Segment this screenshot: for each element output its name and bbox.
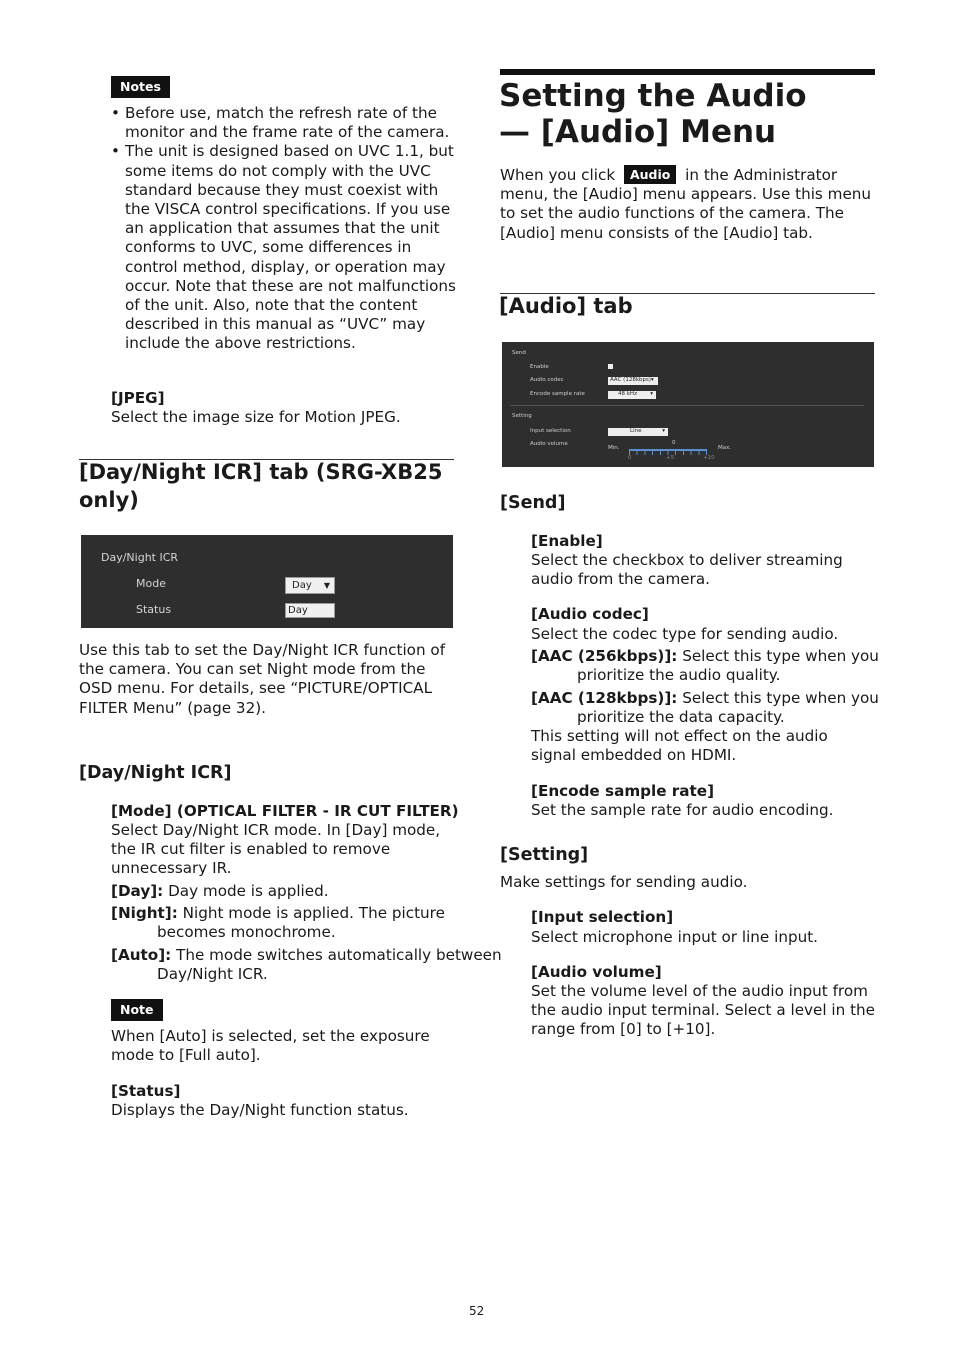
aac128-item: [AAC (128kbps)]: Select this type when you prioritize the data capacity.	[531, 689, 879, 727]
chevron-down-icon: ▾	[650, 391, 653, 397]
send-title: Send	[512, 350, 526, 356]
volume-heading: [Audio volume]	[531, 963, 662, 981]
codec-text: Select the codec type for sending audio.	[531, 625, 839, 643]
list-item: • Before use, match the refresh rate of the monitor and the frame rate of the camera.	[111, 104, 456, 142]
mode-select[interactable]: Day ▼	[285, 577, 335, 594]
auto-item: [Auto]: The mode switches automatically between Day/Night ICR.	[111, 946, 502, 984]
aac256-item: [AAC (256kbps)]: Select this type when you prioritize the audio quality.	[531, 647, 879, 685]
tick-label-5: +5	[666, 455, 675, 461]
rate-select[interactable]: 48 kHz ▾	[608, 391, 656, 399]
rate-label: Encode sample rate	[530, 391, 585, 397]
send-heading: [Send]	[500, 493, 566, 513]
enable-heading: [Enable]	[531, 532, 603, 550]
enable-label: Enable	[530, 364, 549, 370]
status-text: Displays the Day/Night function status.	[111, 1101, 409, 1119]
enable-text: Select the checkbox to deliver streaming audio from the camera.	[531, 551, 843, 589]
setting-heading: [Setting]	[500, 845, 589, 865]
rate-heading: [Encode sample rate]	[531, 782, 715, 800]
status-heading: [Status]	[111, 1082, 181, 1100]
panel-title: Day/Night ICR	[101, 551, 179, 564]
list-item: • The unit is designed based on UVC 1.1, but some items do not comply with the UVC standard because they must coexist with the VISCA control specifications. If you use an application that assumes that the unit conforms to UVC, some differences in control method, display, or operation may occur. Note that these are not malfunctions of the unit. Also, note that the content described in this manual as “UVC” may include the above restrictions.	[111, 142, 456, 353]
day-item: [Day]: Day mode is applied.	[111, 882, 329, 900]
chevron-down-icon: ▾	[651, 377, 654, 383]
tick-label-0: 0	[628, 455, 632, 461]
page-number: 52	[469, 1304, 485, 1318]
input-text: Select microphone input or line input.	[531, 928, 818, 946]
mode-heading: [Mode] (OPTICAL FILTER - IR CUT FILTER)	[111, 802, 459, 820]
daynight-intro: Use this tab to set the Day/Night ICR function of the camera. You can set Night mode from the OSD menu. For details, see “PICTURE/OPTICAL FILTER Menu” (page 32).	[79, 641, 446, 717]
page-title: Setting the Audio — [Audio] Menu	[499, 78, 807, 150]
enable-checkbox[interactable]	[608, 364, 613, 369]
input-label: Input selection	[530, 428, 571, 434]
jpeg-heading: [JPEG]	[111, 389, 165, 407]
input-select[interactable]: Line ▾	[608, 428, 668, 436]
night-item: [Night]: Night mode is applied. The picture becomes monochrome.	[111, 904, 445, 942]
volume-text: Set the volume level of the audio input from the audio input terminal. Select a level in the range from [0] to [+10].	[531, 982, 876, 1039]
audio-screenshot	[502, 342, 874, 467]
setting-title: Setting	[512, 413, 532, 419]
daynight-tab-title: [Day/Night ICR] tab (SRG-XB25 only)	[79, 460, 443, 512]
codec-heading: [Audio codec]	[531, 605, 649, 623]
divider	[510, 405, 864, 406]
audio-tab-title: [Audio] tab	[499, 294, 633, 318]
daynight-icr-heading: [Day/Night ICR]	[79, 763, 232, 783]
note-text: When [Auto] is selected, set the exposure mode to [Full auto].	[111, 1027, 430, 1065]
rate-text: Set the sample rate for audio encoding.	[531, 801, 834, 819]
tick-label-10: +10	[703, 455, 715, 461]
notes-list	[111, 104, 456, 354]
audio-menu-button: Audio	[624, 165, 676, 184]
volume-min: Min.	[608, 445, 620, 451]
jpeg-text: Select the image size for Motion JPEG.	[111, 408, 401, 426]
setting-text: Make settings for sending audio.	[500, 873, 748, 891]
daynight-screenshot	[81, 535, 453, 628]
title-bar	[500, 69, 875, 75]
volume-max: Max.	[718, 445, 732, 451]
notes-badge: Notes	[111, 76, 170, 98]
mode-label: Mode	[136, 577, 166, 590]
note-badge: Note	[111, 999, 163, 1021]
volume-value: 0	[672, 440, 676, 446]
codec-label: Audio codec	[530, 377, 564, 383]
codec-note: This setting will not effect on the audio signal embedded on HDMI.	[531, 727, 828, 765]
chevron-down-icon: ▾	[662, 428, 665, 434]
chevron-down-icon: ▼	[323, 581, 330, 590]
audio-intro: When you click Audio in the Administrator menu, the [Audio] menu appears. Use this menu to set the audio functions of the camera. The [Audio] menu consists of the [Audio] tab.	[500, 166, 872, 242]
volume-label: Audio volume	[530, 441, 568, 447]
status-field: Day	[285, 603, 335, 618]
mode-text: Select Day/Night ICR mode. In [Day] mode, the IR cut filter is enabled to remove unnecessary IR.	[111, 821, 441, 878]
input-heading: [Input selection]	[531, 908, 674, 926]
codec-select[interactable]: AAC (128kbps)▾	[608, 377, 658, 385]
status-label: Status	[136, 603, 172, 616]
